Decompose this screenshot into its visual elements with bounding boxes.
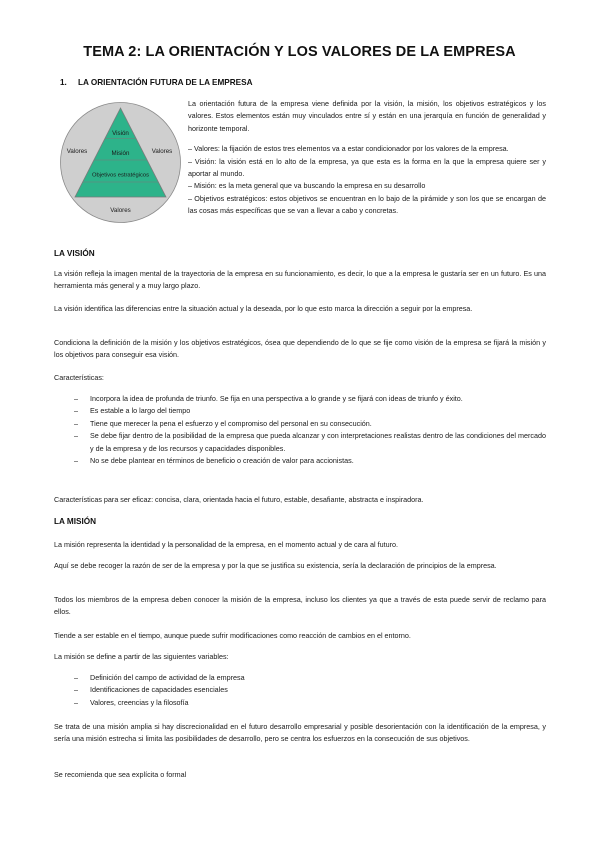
list-item: – Identificaciones de capacidades esenciales <box>54 684 546 696</box>
section-title: LA ORIENTACIÓN FUTURA DE LA EMPRESA <box>78 78 253 87</box>
diagram-label-vision: Visión <box>112 130 129 137</box>
list-dash: – <box>74 431 78 441</box>
list-item: – Se debe fijar dentro de la posibilidad de la empresa que pueda alcanzar y con interpretaciones realistas dentro de las condiciones del mercado y de la empresa y de los recursos y capacidades disponibles. <box>74 431 546 453</box>
vision-paragraph: La visión refleja la imagen mental de la trayectoria de la empresa en su funcionamiento, es decir, lo que a la empresa le gustaría ser en un futuro. Es una herramienta más general y a muy largo plazo. <box>54 269 546 291</box>
intro-line-vision: – Visión: la visión está en lo alto de la empresa, ya que esta es la forma en la que la empresa quiere ser y aportar al mundo. <box>188 156 546 179</box>
list-item: – Es estable a lo largo del tiempo <box>54 405 546 417</box>
vision-paragraph: Condiciona la definición de la misión y los objetivos estratégicos, ósea que dependiendo de lo que se fije como visión de la empresa se fijará la misión y los objetivos para conseguir esa visión. <box>54 338 546 360</box>
vision-characteristics-list <box>54 393 546 467</box>
mision-recommendation: Se recomienda que sea explícita o formal <box>54 770 187 779</box>
list-dash: – <box>74 418 78 428</box>
vision-effective-traits: Características para ser eficaz: concisa, clara, orientada hacia el futuro, estable, desafiante, abstracta e inspiradora. <box>54 495 424 504</box>
mision-paragraph: Aquí se debe recoger la razón de ser de la empresa y por la que se justifica su existencia, sería la declaración de principios de la empresa. <box>54 561 497 570</box>
diagram-label-valores-left: Valores <box>66 148 88 155</box>
list-item: – Incorpora la idea de profunda de triunfo. Se fija en una perspectiva a lo grande y se fijará con ideas de triunfo y éxito. <box>54 393 546 405</box>
section-heading-orientacion <box>60 78 253 87</box>
diagram-label-valores-right: Valores <box>151 148 173 155</box>
intro-line-valores: – Valores: la fijación de estos tres elementos va a estar condicionador por los valores de la empresa. <box>188 144 509 154</box>
diagram-label-objetivos: Objetivos estratégicos <box>91 172 150 179</box>
diagram-label-valores-bottom: Valores <box>110 207 131 214</box>
section-number: 1. <box>60 78 67 87</box>
diagram-label-mision: Misión <box>111 150 130 157</box>
list-dash: – <box>74 456 78 466</box>
list-item: – Definición del campo de actividad de la empresa <box>54 672 546 684</box>
list-dash: – <box>74 685 78 695</box>
list-dash: – <box>74 673 78 682</box>
vision-heading: LA VISIÓN <box>54 249 95 258</box>
intro-paragraph: La orientación futura de la empresa viene definida por la visión, la misión, los objetivos estratégicos y los valores. Estos elementos están muy vinculados entre sí y están en una jerarquía en función de generalidad y horizonte temporal. <box>188 99 546 133</box>
mision-paragraph: La misión representa la identidad y la personalidad de la empresa, en el momento actual y de cara al futuro. <box>54 540 399 549</box>
mision-variables-list <box>54 672 546 709</box>
list-dash: – <box>74 394 78 403</box>
mision-paragraph: Tiende a ser estable en el tiempo, aunque puede sufrir modificaciones como reacción de cambios en el entorno. <box>54 631 411 640</box>
page-title: TEMA 2: LA ORIENTACIÓN Y LOS VALORES DE LA EMPRESA <box>83 44 516 60</box>
intro-text-block <box>188 98 546 218</box>
intro-line-objetivos: – Objetivos estratégicos: estos objetivos se encuentran en lo bajo de la pirámide y son los que se encargan de las cosas más específicas que se van a llevar a cabo y concretas. <box>188 193 546 216</box>
mision-variables-label: La misión se define a partir de las siguientes variables: <box>54 652 229 661</box>
list-item: – No se debe plantear en términos de beneficio o creación de valor para accionistas. <box>54 455 546 467</box>
orientation-pyramid-diagram <box>58 100 183 225</box>
mision-closing-paragraph: Se trata de una misión amplia si hay discrecionalidad en el futuro desarrollo empresarial y posible desorientación con la identificación de la empresa, y sería una misión estrecha si limita las posibilidades de desarrollo, pero se centra los esfuerzos en la consecución de sus objetivos. <box>54 722 546 744</box>
list-item: – Tiene que merecer la pena el esfuerzo y el compromiso del personal en su consecución. <box>54 418 546 430</box>
vision-paragraph: La visión identifica las diferencias entre la situación actual y la deseada, por lo que esto marca la dirección a seguir por la empresa. <box>54 304 473 313</box>
list-dash: – <box>74 406 78 416</box>
mision-paragraph: Todos los miembros de la empresa deben conocer la misión de la empresa, incluso los clientes ya que a través de esta puede servir de reclamo para ellos. <box>54 595 546 617</box>
mision-heading: LA MISIÓN <box>54 517 96 526</box>
list-item: – Valores, creencias y la filosofía <box>54 697 546 709</box>
list-dash: – <box>74 697 78 707</box>
vision-characteristics-label: Características: <box>54 373 104 382</box>
intro-line-mision: – Misión: es la meta general que va buscando la empresa en su desarrollo <box>188 181 426 191</box>
